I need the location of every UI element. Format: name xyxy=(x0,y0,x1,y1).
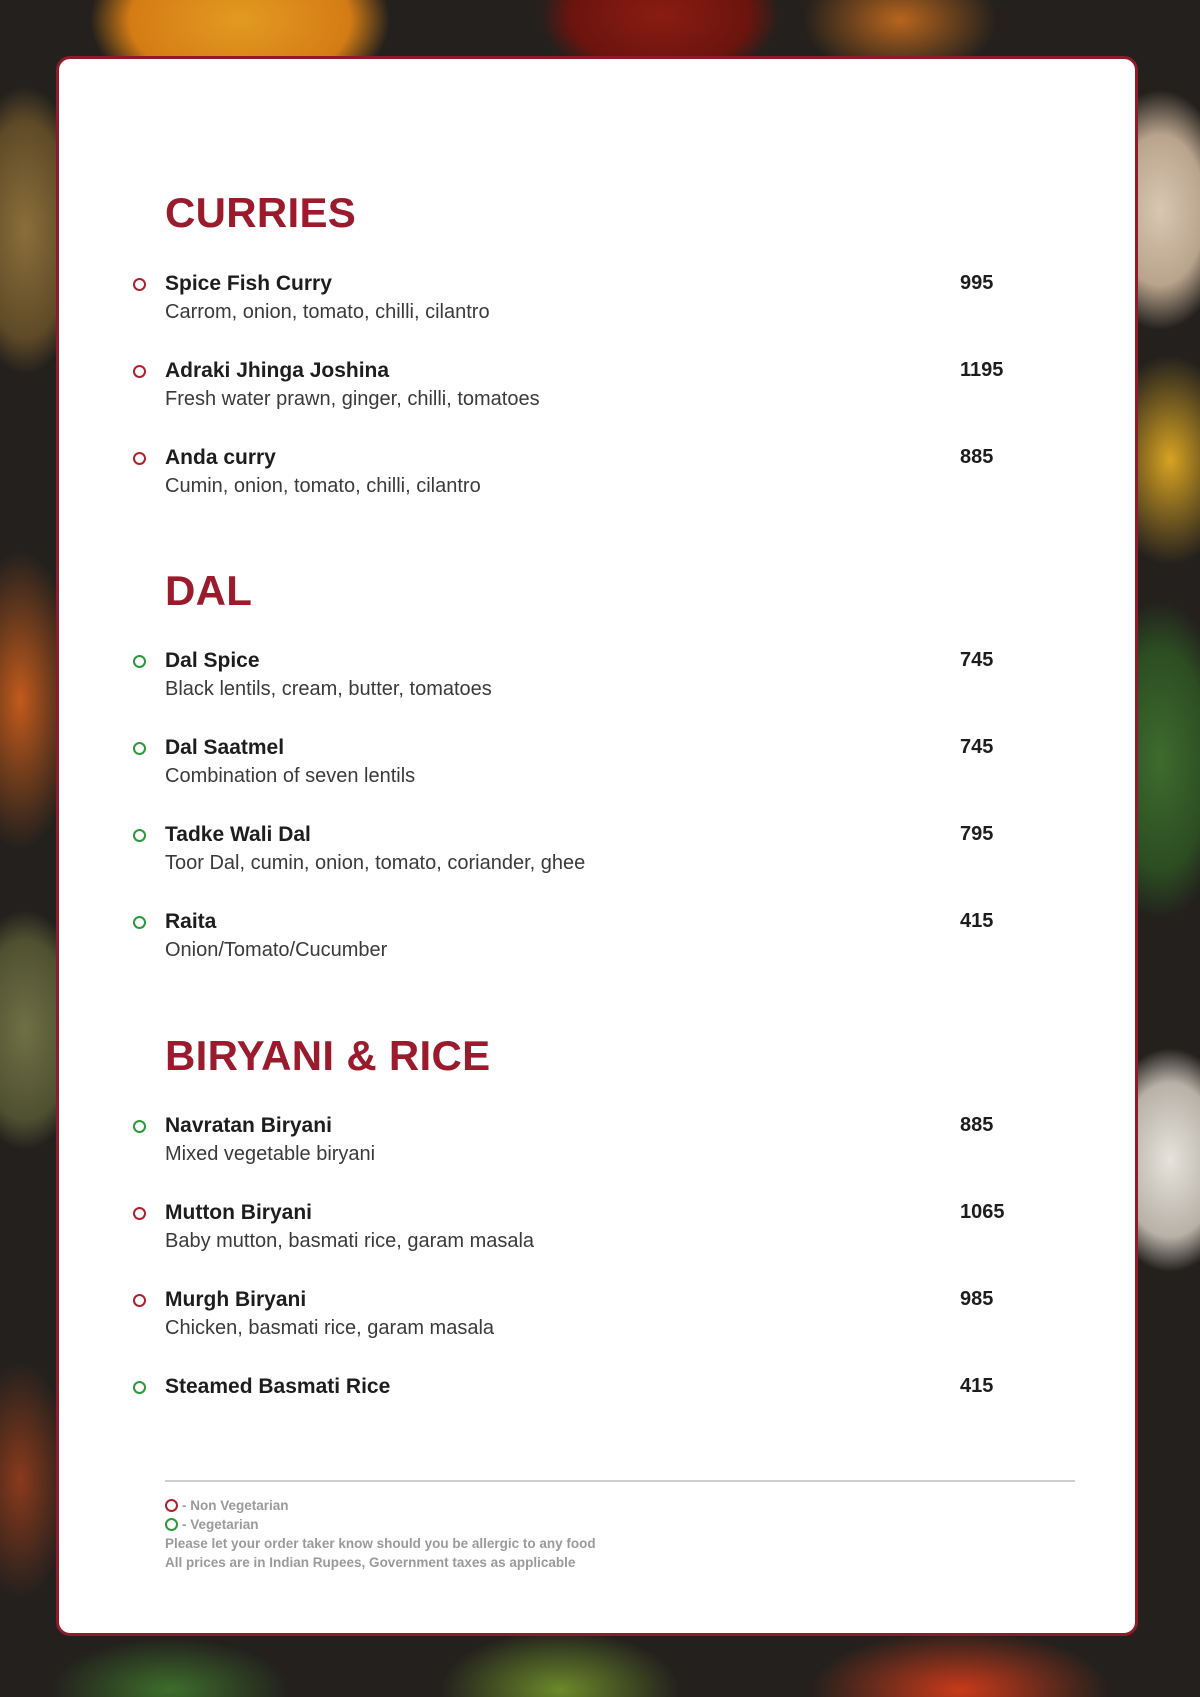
menu-item xyxy=(59,1201,1141,1261)
footer-divider xyxy=(165,1480,1075,1482)
non-veg-marker-icon xyxy=(133,365,146,378)
legend-veg xyxy=(165,1517,259,1532)
item-description: Chicken, basmati rice, garam masala xyxy=(165,1317,495,1339)
item-description: Combination of seven lentils xyxy=(165,765,416,787)
section-title-curries: CURRIES xyxy=(165,189,357,236)
item-description: Baby mutton, basmati rice, garam masala xyxy=(165,1230,535,1252)
item-price: 745 xyxy=(960,649,994,671)
item-description: Onion/Tomato/Cucumber xyxy=(165,939,388,961)
section-title-biryani-rice: BIRYANI & RICE xyxy=(165,1032,491,1079)
item-description: Toor Dal, cumin, onion, tomato, coriander, ghee xyxy=(165,852,586,874)
item-description: Fresh water prawn, ginger, chilli, tomatoes xyxy=(165,388,540,410)
item-price: 415 xyxy=(960,1375,994,1397)
menu-item xyxy=(59,649,1141,709)
legend-non-veg-label: - Non Vegetarian xyxy=(182,1498,289,1513)
item-price: 985 xyxy=(960,1288,994,1310)
menu-item xyxy=(59,272,1141,332)
item-description: Black lentils, cream, butter, tomatoes xyxy=(165,678,492,700)
item-name: Dal Saatmel xyxy=(165,736,285,759)
item-name: Adraki Jhinga Joshina xyxy=(165,359,390,382)
red-circle-icon xyxy=(165,1499,178,1512)
menu-item xyxy=(59,910,1141,970)
non-veg-marker-icon xyxy=(133,1294,146,1307)
item-description: Mixed vegetable biryani xyxy=(165,1143,376,1165)
menu-item xyxy=(59,736,1141,796)
item-name: Navratan Biryani xyxy=(165,1114,332,1137)
menu-item xyxy=(59,446,1141,506)
veg-marker-icon xyxy=(133,655,146,668)
legend-non-veg xyxy=(165,1498,289,1513)
menu-item xyxy=(59,823,1141,883)
item-name: Raita xyxy=(165,910,217,933)
veg-marker-icon xyxy=(133,829,146,842)
allergy-note: Please let your order taker know should you be allergic to any food xyxy=(165,1536,596,1551)
item-price: 995 xyxy=(960,272,994,294)
section-title-dal: DAL xyxy=(165,567,253,614)
veg-marker-icon xyxy=(133,1120,146,1133)
item-description: Cumin, onion, tomato, chilli, cilantro xyxy=(165,475,481,497)
menu-item xyxy=(59,1288,1141,1348)
item-price: 415 xyxy=(960,910,994,932)
item-price: 885 xyxy=(960,446,994,468)
menu-item xyxy=(59,359,1141,419)
item-name: Mutton Biryani xyxy=(165,1201,312,1224)
item-price: 1065 xyxy=(960,1201,1005,1223)
item-price: 1195 xyxy=(960,359,1004,381)
menu-item xyxy=(59,1114,1141,1174)
veg-marker-icon xyxy=(133,916,146,929)
veg-marker-icon xyxy=(133,1381,146,1394)
item-name: Murgh Biryani xyxy=(165,1288,307,1311)
item-name: Anda curry xyxy=(165,446,276,469)
non-veg-marker-icon xyxy=(133,1207,146,1220)
non-veg-marker-icon xyxy=(133,452,146,465)
veg-marker-icon xyxy=(133,742,146,755)
item-name: Dal Spice xyxy=(165,649,260,672)
menu-card xyxy=(56,56,1138,1636)
item-price: 795 xyxy=(960,823,994,845)
menu-item xyxy=(59,1375,1141,1435)
item-name: Spice Fish Curry xyxy=(165,272,332,295)
price-note: All prices are in Indian Rupees, Government taxes as applicable xyxy=(165,1555,576,1570)
legend-veg-label: - Vegetarian xyxy=(182,1517,259,1532)
item-name: Tadke Wali Dal xyxy=(165,823,311,846)
green-circle-icon xyxy=(165,1518,178,1531)
item-name: Steamed Basmati Rice xyxy=(165,1375,391,1398)
item-description: Carrom, onion, tomato, chilli, cilantro xyxy=(165,301,490,323)
non-veg-marker-icon xyxy=(133,278,146,291)
item-price: 745 xyxy=(960,736,994,758)
item-price: 885 xyxy=(960,1114,994,1136)
